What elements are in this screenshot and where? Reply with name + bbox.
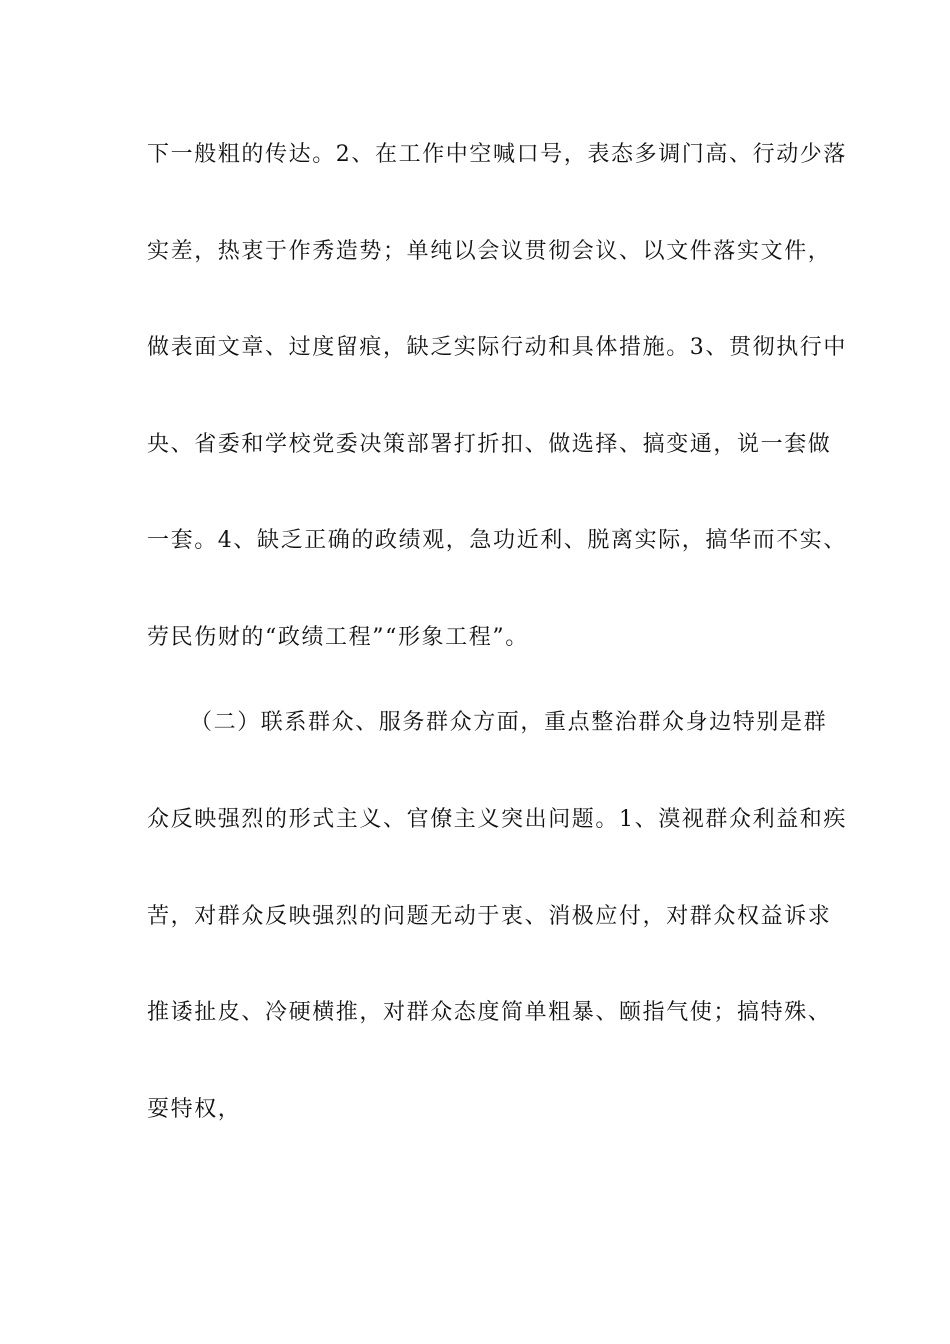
body-text-line: 苦，对群众反映强烈的问题无动于衷、消极应付，对群众权益诉求 <box>147 904 832 929</box>
body-text-line: 做表面文章、过度留痕，缺乏实际行动和具体措施。3、贯彻执行中 <box>147 335 847 360</box>
body-text-line: 一套。4、缺乏正确的政绩观，急功近利、脱离实际，搞华而不实、 <box>147 528 847 553</box>
body-text-line: 央、省委和学校党委决策部署打折扣、做选择、搞变通，说一套做 <box>147 432 832 457</box>
body-text-line: 实差，热衷于作秀造势；单纯以会议贯彻会议、以文件落实文件， <box>147 239 832 264</box>
body-text-line: 劳民伤财的“政绩工程”“形象工程”。 <box>147 625 529 650</box>
body-text-line: 推诿扯皮、冷硬横推，对群众态度简单粗暴、颐指气使；搞特殊、 <box>147 1000 832 1025</box>
body-text-line: 下一般粗的传达。2、在工作中空喊口号，表态多调门高、行动少落 <box>147 142 847 167</box>
section-heading-line: （二）联系群众、服务群众方面，重点整治群众身边特别是群 <box>190 710 828 735</box>
body-text-line: 众反映强烈的形式主义、官僚主义突出问题。1、漠视群众利益和疾 <box>147 807 847 832</box>
body-text-line: 耍特权， <box>147 1097 242 1122</box>
